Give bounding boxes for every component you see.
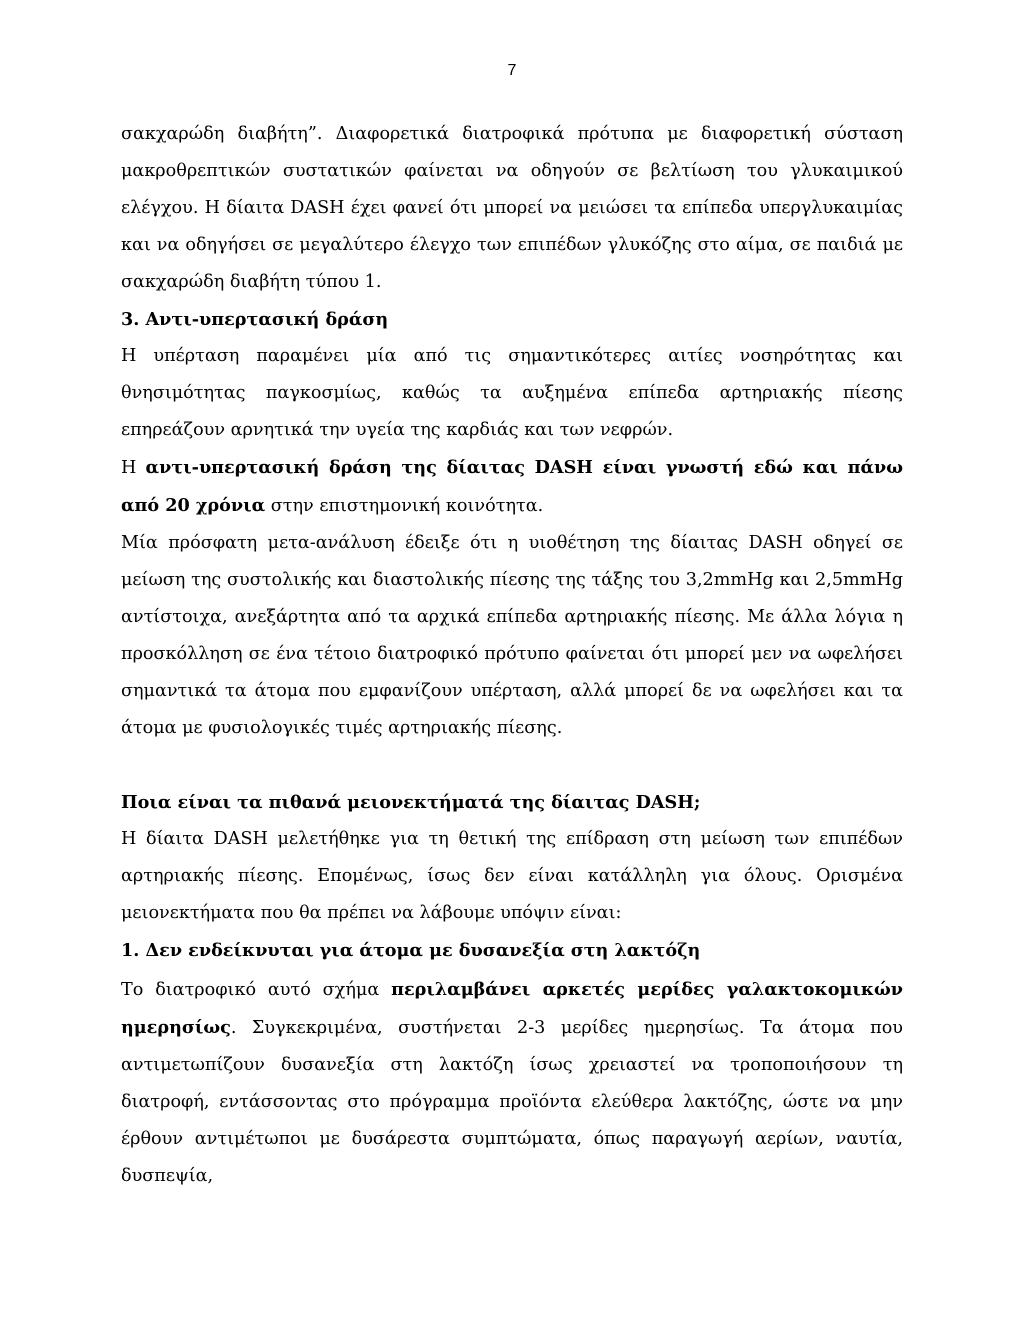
heading-lactose: 1. Δεν ενδείκνυται για άτομα με δυσανεξία στη λακτόζη: [121, 940, 701, 961]
text-run: Η: [121, 458, 146, 478]
heading-antihypertensive: 3. Αντι-υπερτασική δράση: [121, 309, 389, 330]
paragraph-meta-analysis: Μία πρόσφατη μετα-ανάλυση έδειξε ότι η υιοθέτηση της δίαιτας DASH οδηγεί σε μείωση της συστολικής και διαστολικής πίεσης της τάξης του 3,2mmHg και 2,5mmHg αντίστοιχα, ανεξάρτητα από τα αρχικά επίπεδα αρτηριακής πίεσης. Με άλλα λόγια η προσκόλληση σε ένα τέτοιο διατροφικό πρότυπο φαίνεται ότι μπορεί μεν να ωφελήσει σημαντικά τα άτομα που εμφανίζουν υπέρταση, αλλά μπορεί δε να ωφελήσει και τα άτομα με φυσιολογικές τιμές αρτηριακής πίεσης.: [121, 533, 903, 738]
paragraph-dash-known: [121, 449, 903, 525]
bold-text: αντι-υπερτασική δράση της δίαιτας DASH είναι γνωστή εδώ και πάνω από 20 χρόνια: [121, 457, 903, 516]
paragraph-lactose: [121, 971, 903, 1195]
heading-disadvantages: Ποια είναι τα πιθανά μειονεκτήματά της δίαιτας DASH;: [121, 792, 701, 813]
paragraph-diabetes: σακχαρώδη διαβήτη”. Διαφορετικά διατροφικά πρότυπα με διαφορετική σύσταση μακροθρεπτικών συστατικών φαίνεται να οδηγούν σε βελτίωση του γλυκαιμικού ελέγχου. Η δίαιτα DASH έχει φανεί ότι μπορεί να μειώσει τα επίπεδα υπεργλυκαιμίας και να οδηγήσει σε μεγαλύτερο έλεγχο των επιπέδων γλυκόζης στο αίμα, σε παιδιά με σακχαρώδη διαβήτη τύπου 1.: [121, 124, 903, 292]
spacer: [121, 747, 903, 784]
text-run: . Συγκεκριμένα, συστήνεται 2-3 μερίδες ημερησίως. Τα άτομα που αντιμετωπίζουν δυσανεξία στη λακτόζη ίσως χρειαστεί να τροποποιήσουν τη διατροφή, εντάσσοντας στο πρόγραμμα προϊόντα ελεύθερα λακτόζης, ώστε να μην έρθουν αντιμέτωποι με δυσάρεστα συμπτώματα, όπως παραγωγή αερίων, ναυτία, δυσπεψία,: [121, 1018, 903, 1186]
paragraph-disadvantages-intro: Η δίαιτα DASH μελετήθηκε για τη θετική της επίδραση στη μείωση των επιπέδων αρτηριακής πίεσης. Επομένως, ίσως δεν είναι κατάλληλη για όλους. Ορισμένα μειονεκτήματα που θα πρέπει να λάβουμε υπόψιν είναι:: [121, 829, 903, 923]
text-run: στην επιστημονική κοινότητα.: [265, 496, 544, 516]
text-run: Το διατροφικό αυτό σχήμα: [121, 980, 392, 1000]
bold-text: περιλαμβάνει αρκετές μερίδες γαλακτοκομικών ημερησίως: [121, 979, 903, 1038]
paragraph-hypertension: Η υπέρταση παραμένει μία από τις σημαντικότερες αιτίες νοσηρότητας και θνησιμότητας παγκοσμίως, καθώς τα αυξημένα επίπεδα αρτηριακής πίεσης επηρεάζουν αρνητικά την υγεία της καρδιάς και των νεφρών.: [121, 346, 903, 440]
document-body: [121, 116, 903, 1195]
page-number: 7: [507, 62, 517, 79]
